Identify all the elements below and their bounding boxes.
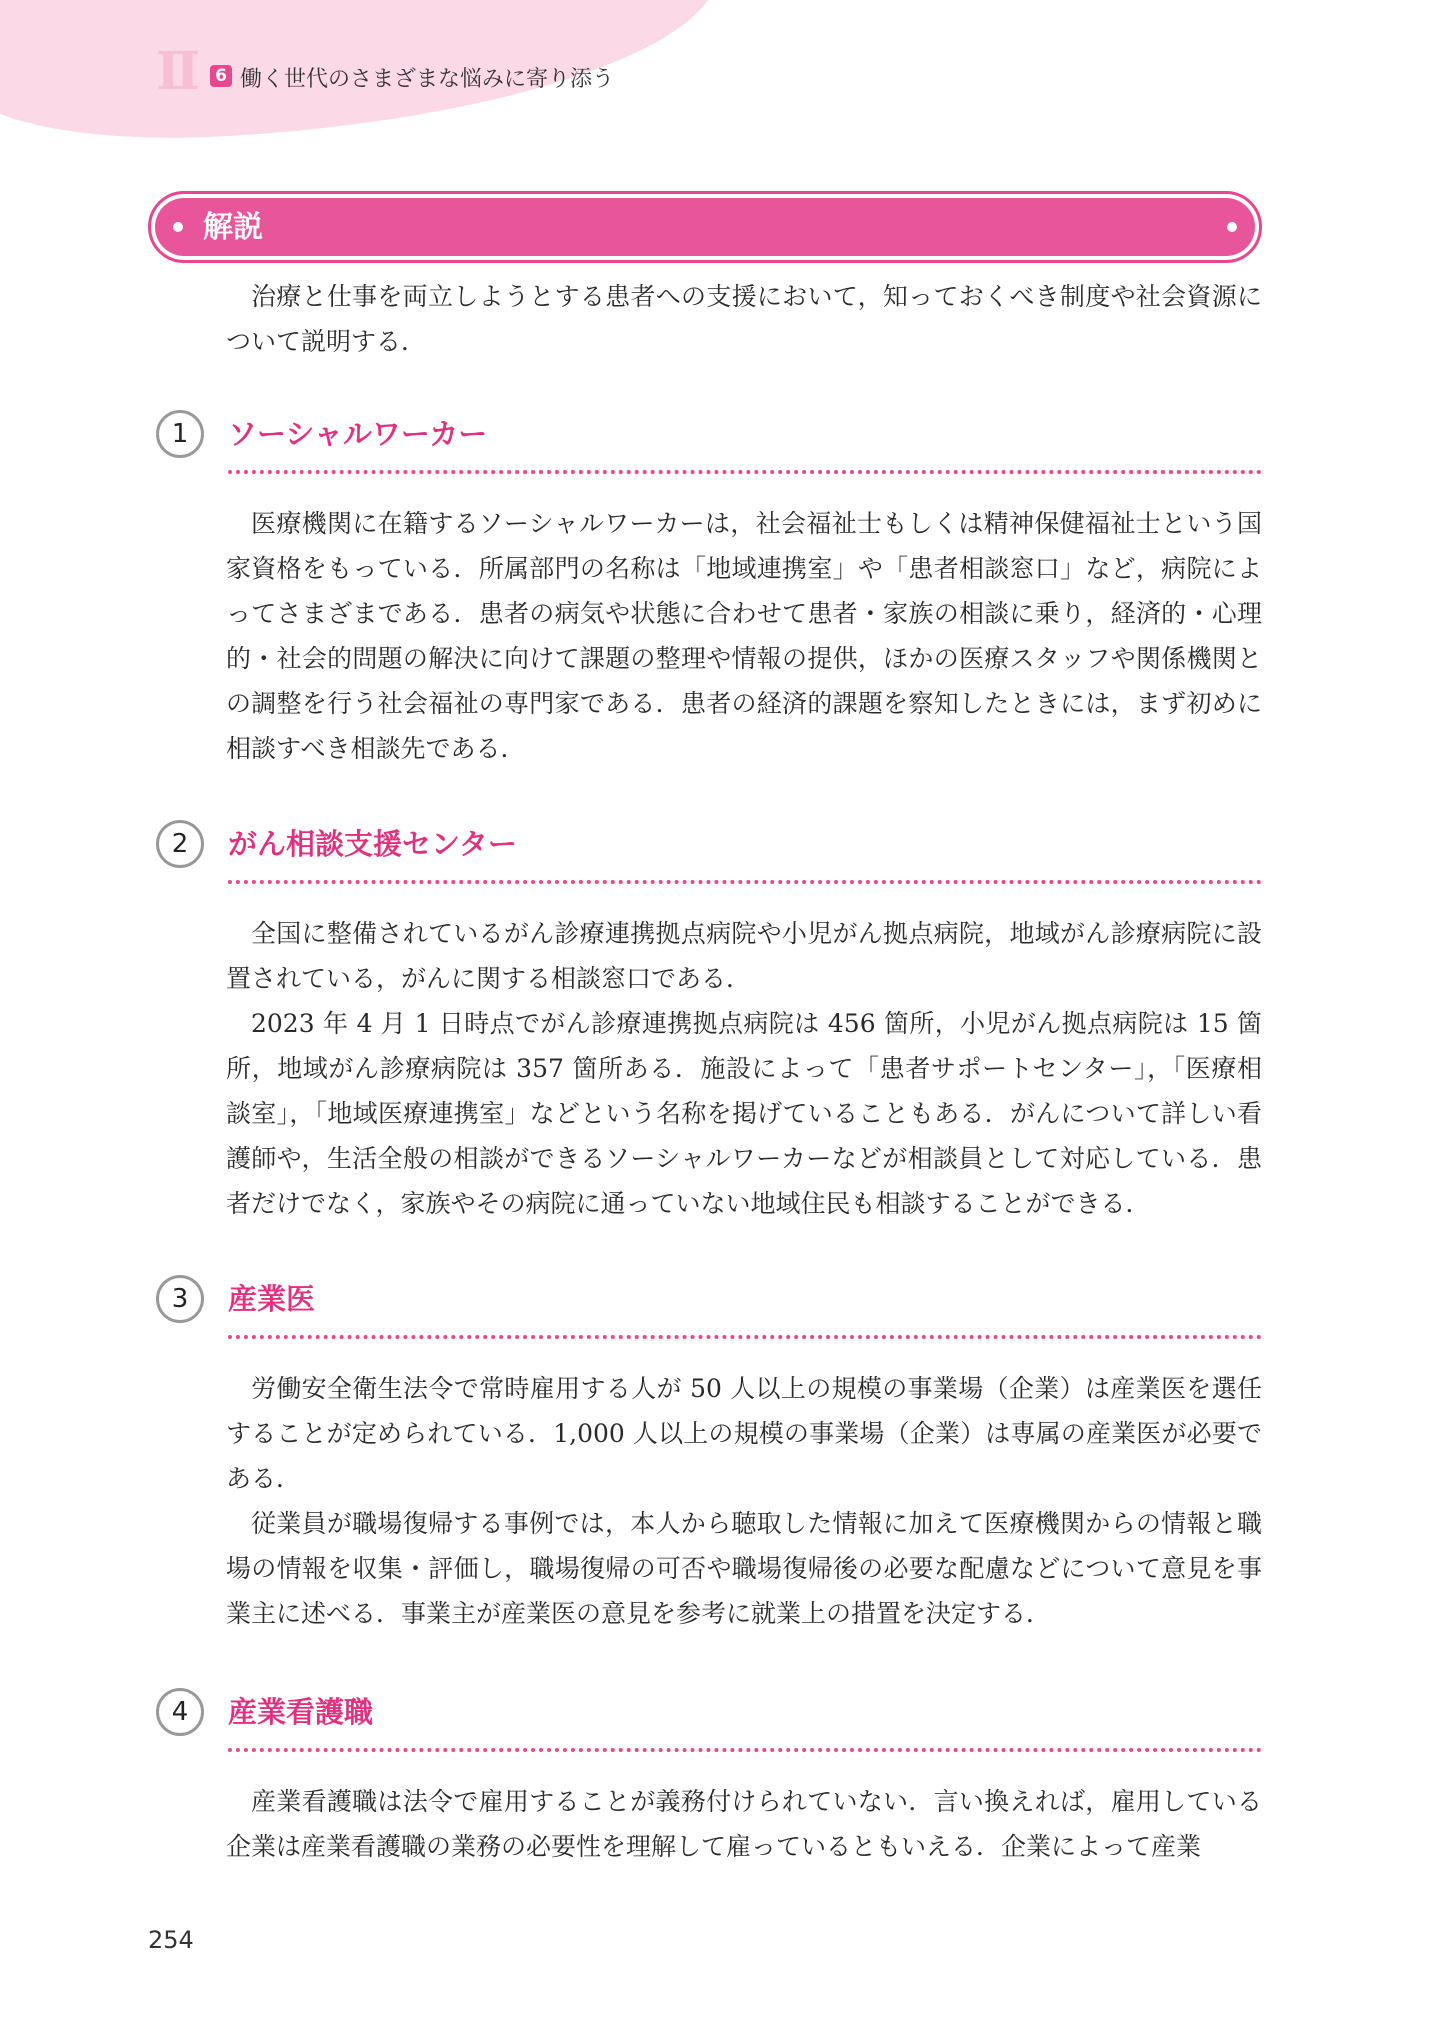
- intro-paragraph: 治療と仕事を両立しようとする患者への支援において，知っておくべき制度や社会資源について説明する．: [226, 282, 1262, 356]
- section-title: 産業医: [228, 1282, 316, 1316]
- section-2-paragraph-1: 全国に整備されているがん診療連携拠点病院や小児がん拠点病院，地域がん診療病院に設置されている，がんに関する相談窓口である．: [226, 919, 1262, 993]
- chapter-title: 働く世代のさまざまな悩みに寄り添う: [240, 67, 615, 92]
- section-heading-1: [156, 410, 1262, 484]
- section-3-paragraph-2: 従業員が職場復帰する事例では，本人から聴取した情報に加えて医療機関からの情報と職場の情報を収集・評価し，職場復帰の可否や職場復帰後の必要な配慮などについて意見を事業主に述べる．事業主が産業医の意見を参考に就業上の措置を決定する．: [226, 1509, 1262, 1628]
- section-number: 2: [156, 820, 204, 868]
- part-numeral: Ⅱ: [156, 41, 196, 102]
- banner-dot-right: [1227, 222, 1237, 232]
- page-number: 254: [148, 1926, 194, 1954]
- section-heading-4: [156, 1688, 1262, 1762]
- section-heading-3: [156, 1275, 1262, 1349]
- section-number: 4: [156, 1688, 204, 1736]
- dotted-divider: [228, 470, 1262, 474]
- dotted-divider: [228, 1748, 1262, 1752]
- dotted-divider: [228, 1335, 1262, 1339]
- chapter-number-badge: 6: [210, 65, 232, 87]
- section-number: 1: [156, 410, 204, 458]
- section-title: ソーシャルワーカー: [228, 417, 488, 451]
- banner-dot-left: [173, 222, 183, 232]
- section-number: 3: [156, 1275, 204, 1323]
- dotted-divider: [228, 880, 1262, 884]
- banner-fill: [155, 198, 1255, 256]
- section-3-paragraph-1: 労働安全衛生法令で常時雇用する人が 50 人以上の規模の事業場（企業）は産業医を選任することが定められている．1,000 人以上の規模の事業場（企業）は専属の産業医が必要である．: [226, 1374, 1262, 1493]
- section-title: がん相談支援センター: [228, 827, 517, 861]
- section-2-paragraph-2: 2023 年 4 月 1 日時点でがん診療連携拠点病院は 456 箇所，小児がん拠点病院は 15 箇所，地域がん診療病院は 357 箇所ある．施設によって「患者サポートセンター」，「医療相談室」，「地域医療連携室」などという名称を掲げていることもある．がんについて詳しい看護師や，生活全般の相談ができるソーシャルワーカーなどが相談員として対応している．患者だけでなく，家族やその病院に通っていない地域住民も相談することができる．: [226, 1009, 1262, 1218]
- section-4-paragraph-1: 産業看護職は法令で雇用することが義務付けられていない．言い換えれば，雇用している企業は産業看護職の業務の必要性を理解して雇っているともいえる．企業によって産業: [226, 1787, 1262, 1861]
- banner-title: 解説: [203, 210, 263, 245]
- section-banner: [148, 191, 1262, 263]
- section-heading-2: [156, 820, 1262, 894]
- section-title: 産業看護職: [228, 1695, 374, 1729]
- section-1-paragraph-1: 医療機関に在籍するソーシャルワーカーは，社会福祉士もしくは精神保健福祉士という国家資格をもっている．所属部門の名称は「地域連携室」や「患者相談窓口」など，病院によってさまざまである．患者の病気や状態に合わせて患者・家族の相談に乗り，経済的・心理的・社会的問題の解決に向けて課題の整理や情報の提供，ほかの医療スタッフや関係機関との調整を行う社会福祉の専門家である．患者の経済的課題を察知したときには，まず初めに相談すべき相談先である．: [226, 509, 1262, 763]
